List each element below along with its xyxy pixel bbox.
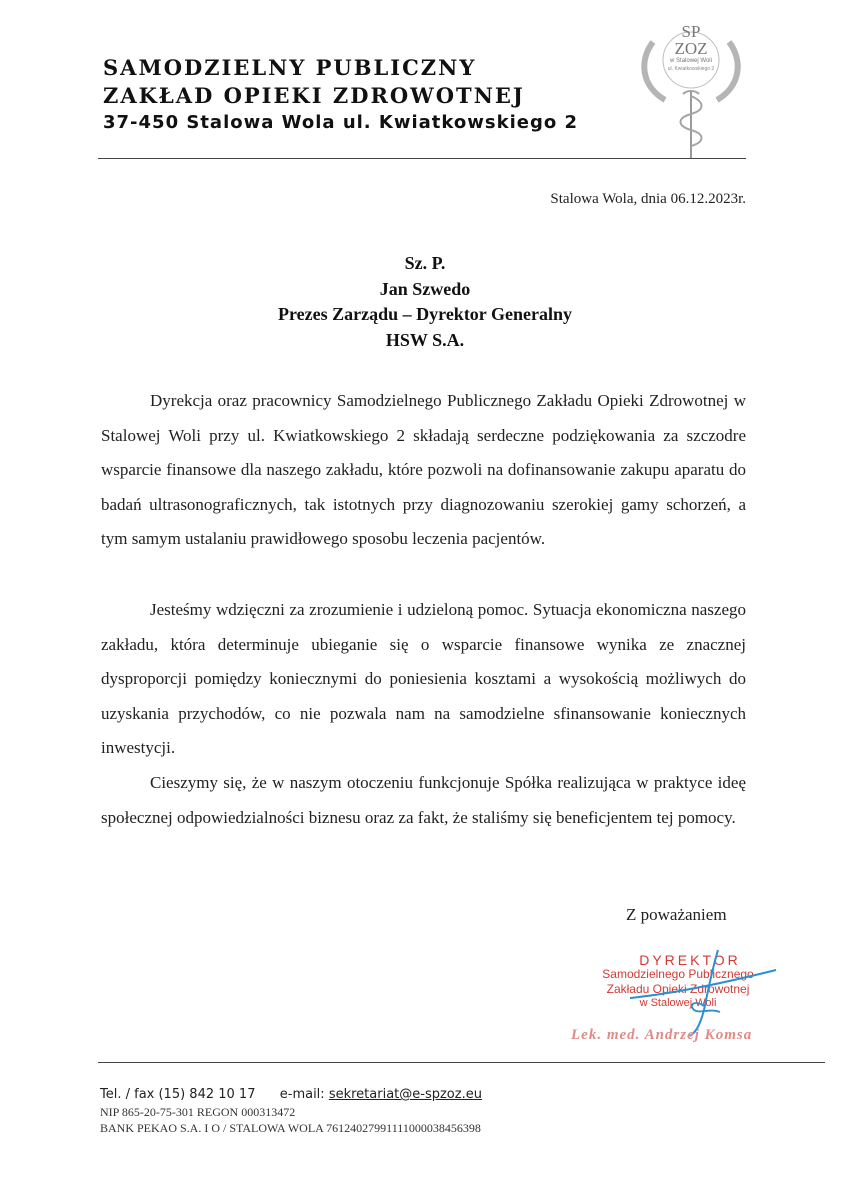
body-paragraph-3: Cieszymy się, że w naszym otoczeniu funkcjonuje Spółka realizująca w praktyce ideę społecznej odpowiedzialności biznesu oraz za fakt, że staliśmy się beneficjentem tej pomocy. bbox=[101, 773, 746, 827]
recipient-name: Jan Szwedo bbox=[379, 279, 471, 299]
closing-phrase: Z poważaniem bbox=[626, 905, 727, 924]
logo-text-zoz: ZOZ bbox=[674, 39, 708, 58]
recipient-title: Prezes Zarządu – Dyrektor Generalny bbox=[278, 304, 572, 324]
signatory-name: Lek. med. Andrzej Komsa bbox=[571, 1027, 753, 1043]
institution-name-line2: ZAKŁAD OPIEKI ZDROWOTNEJ bbox=[103, 83, 525, 108]
body-paragraph-2: Jesteśmy wdzięczni za zrozumienie i udzieloną pomoc. Sytuacja ekonomiczna naszego zakładu, która determinuje ubieganie się o wsparcie finansowe wynika ze znacznej dysproporcji pomiędzy koniecznymi do poniesienia kosztami a wysokością możliwych do uzyskania przychodów, co nie pozwala nam na samodzielne sfinansowanie koniecznych inwestycji. bbox=[101, 600, 746, 757]
logo-text-city: w Stalowej Woli bbox=[670, 58, 712, 64]
stamp-title: DYREKTOR bbox=[639, 952, 741, 968]
footer-contact bbox=[100, 1087, 482, 1102]
recipient-company: HSW S.A. bbox=[385, 330, 465, 350]
stamp-line-2: Samodzielnego Publicznego bbox=[602, 967, 754, 981]
footer-email-link[interactable]: sekretariat@e-spzoz.eu bbox=[328, 1087, 482, 1102]
footer-ids: NIP 865-20-75-301 REGON 000313472 bbox=[100, 1105, 296, 1119]
logo-text-street: ul. Kwiatkowskiego 2 bbox=[667, 66, 715, 72]
logo-text-sp: SP bbox=[681, 22, 701, 41]
header-divider bbox=[98, 158, 746, 159]
institution-address: 37-450 Stalowa Wola ul. Kwiatkowskiego 2 bbox=[103, 112, 578, 133]
footer-bank: BANK PEKAO S.A. I O / STALOWA WOLA 76124027991111000038456398 bbox=[100, 1121, 481, 1135]
recipient-salutation: Sz. P. bbox=[404, 253, 446, 273]
footer-phone: Tel. / fax (15) 842 10 17 bbox=[100, 1087, 256, 1102]
footer-email-label: e-mail: bbox=[279, 1087, 325, 1102]
stamp-line-3: Zakładu Opieki Zdrowotnej bbox=[606, 982, 750, 996]
letter-date: Stalowa Wola, dnia 06.12.2023r. bbox=[550, 191, 746, 207]
body-paragraph-1: Dyrekcja oraz pracownicy Samodzielnego Publicznego Zakładu Opieki Zdrowotnej w Stalowej Woli przy ul. Kwiatkowskiego 2 składają serdeczne podziękowania za szczodre wsparcie finansowe dla naszego zakładu, które pozwoli na dofinansowanie zakupu aparatu do badań ultrasonograficznych, tak istotnych przy diagnozowaniu szerokiej gamy schorzeń, a tym samym ustalaniu prawidłowego sposobu leczenia pacjentów. bbox=[101, 391, 746, 548]
spzoz-logo bbox=[635, 20, 747, 160]
stamp-line-4: w Stalowej Woli bbox=[639, 997, 717, 1009]
institution-name-line1: SAMODZIELNY PUBLICZNY bbox=[103, 55, 477, 80]
handwritten-signature bbox=[600, 940, 800, 1040]
footer-divider bbox=[98, 1062, 825, 1063]
